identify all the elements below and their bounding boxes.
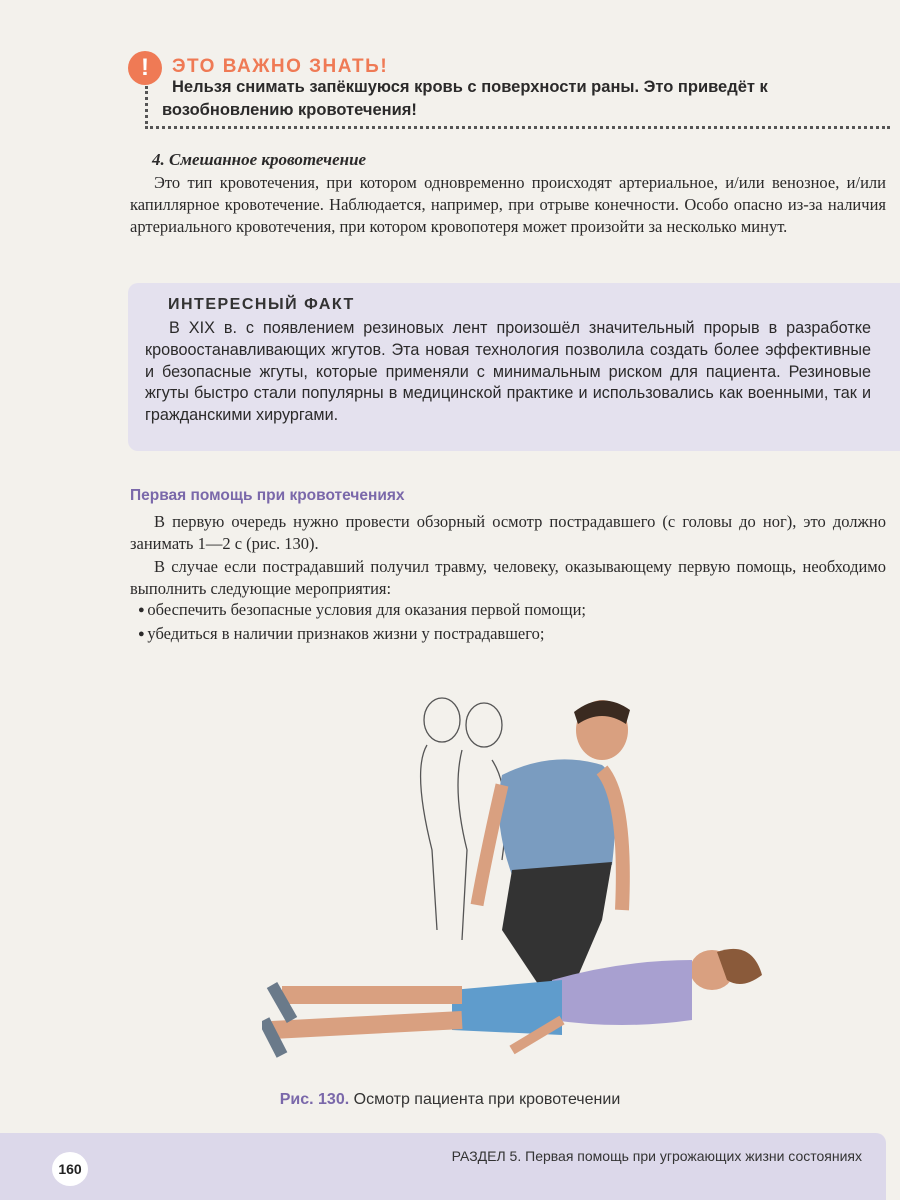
figure-illustration bbox=[262, 690, 852, 1090]
first-aid-list bbox=[138, 598, 878, 646]
important-title: ЭТО ВАЖНО ЗНАТЬ! bbox=[172, 56, 389, 77]
page-number: 160 bbox=[52, 1152, 88, 1186]
exclamation-icon: ! bbox=[128, 51, 162, 85]
first-aid-text bbox=[130, 511, 886, 601]
paragraph: В первую очередь нужно провести обзорный осмотр пострадавшего (с головы до ног), это должно занимать 1—2 с (рис. 130). bbox=[130, 512, 886, 553]
important-text: Нельзя снимать запёкшуюся кровь с поверхности раны. Это приведёт к возобновлению кровотечения! bbox=[162, 78, 768, 119]
figure-label: Рис. 130. bbox=[279, 1091, 350, 1108]
section-title: 4. Смешанное кровотечение bbox=[152, 150, 367, 169]
lying-patient bbox=[264, 949, 762, 1055]
fact-text: В XIX в. с появлением резиновых лент произошёл значительный прорыв в разработке кровоостанавливающих жгутов. Эта новая технология позволила создать более эффективные и безопасные жгуты, которые применяли с минимальным риском для пациента. Резиновые жгуты быстро стали популярны в медицинской практике и использовались как военными, так и гражданскими хирургами. bbox=[145, 319, 871, 425]
kneeling-man bbox=[477, 700, 630, 990]
section-text bbox=[130, 172, 886, 238]
first-aid-heading: Первая помощь при кровотечениях bbox=[130, 487, 405, 504]
list-item: ● обеспечить безопасные условия для оказания первой помощи; bbox=[138, 598, 878, 622]
page-footer bbox=[0, 1133, 886, 1200]
fact-title: ИНТЕРЕСНЫЙ ФАКТ bbox=[168, 296, 355, 313]
figure-caption-text: Осмотр пациента при кровотечении bbox=[353, 1091, 621, 1108]
figure-caption bbox=[0, 1091, 900, 1109]
paragraph: Это тип кровотечения, при котором одновременно происходят артериальное, и/или венозное, и/или капиллярное кровотечение. Наблюдается, например, при отрыве конечности. Особо опасно из-за наличия артериального кровотечения, при котором кровопотеря может произойти за несколько минут. bbox=[130, 173, 886, 236]
paragraph: В случае если пострадавший получил травму, человеку, оказывающему первую помощь, необходимо выполнить следующие мероприятия: bbox=[130, 557, 886, 598]
list-item: ● убедиться в наличии признаков жизни у пострадавшего; bbox=[138, 622, 878, 646]
running-footer: РАЗДЕЛ 5. Первая помощь при угрожающих жизни состояниях bbox=[451, 1148, 862, 1164]
